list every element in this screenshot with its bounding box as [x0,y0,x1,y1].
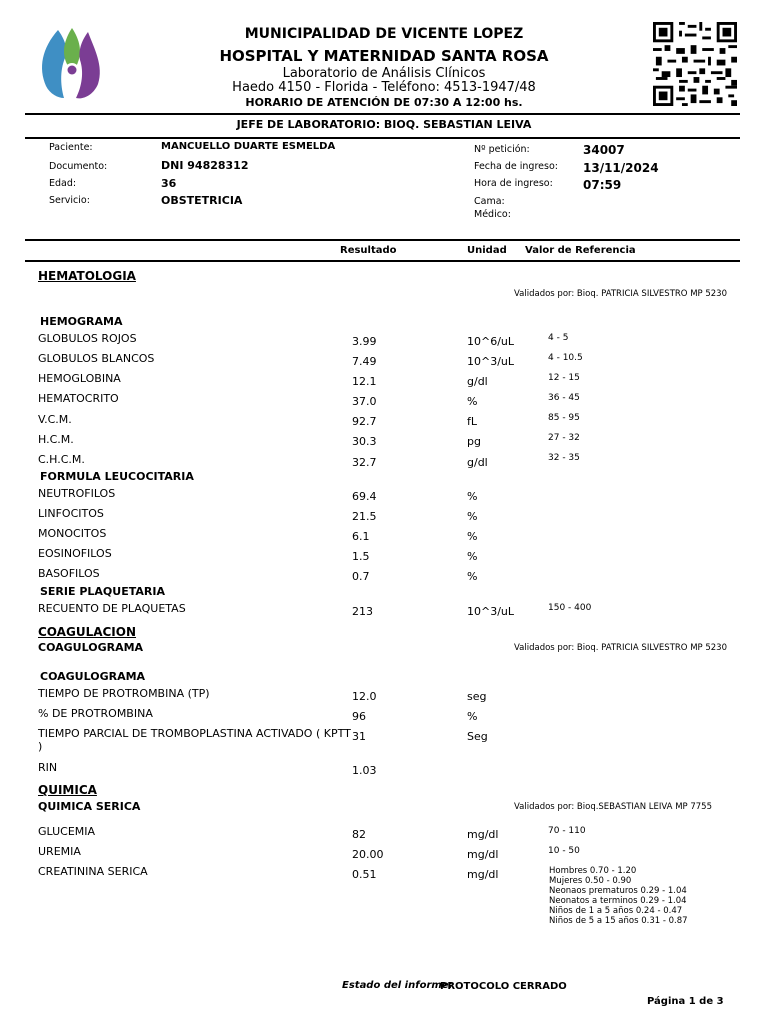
test-result: 92.7 [352,415,377,428]
reference-line: Neonatos a terminos 0.29 - 1.04 [549,896,687,906]
municipality-title: MUNICIPALIDAD DE VICENTE LOPEZ [244,26,524,42]
subsection-coagulograma-header: COAGULOGRAMA [38,641,144,654]
test-name: MONOCITOS [38,527,107,540]
test-unit: seg [467,690,487,703]
patient-name: MANCUELLO DUARTE ESMELDA [161,141,336,152]
test-name: NEUTROFILOS [38,487,116,500]
test-result: 1.5 [352,550,370,563]
test-result: 0.51 [352,868,377,881]
test-unit: 10^6/uL [467,335,515,348]
test-result: 31 [352,730,366,743]
test-name: HEMOGLOBINA [38,372,121,385]
report-status-value: PROTOCOLO CERRADO [440,981,567,992]
subsection-serie-plaquetaria: SERIE PLAQUETARIA [40,585,165,598]
admission-date-label: Fecha de ingreso: [474,161,558,172]
admission-time-value: 07:59 [583,178,622,192]
reference-line: Neonaos prematuros 0.29 - 1.04 [549,886,687,896]
report-status-label: Estado del informe: [342,980,453,991]
test-result: 30.3 [352,435,377,448]
test-reference: 85 - 95 [548,413,580,423]
test-unit: % [467,550,478,563]
test-name: % DE PROTROMBINA [38,707,153,720]
test-result: 82 [352,828,366,841]
test-unit: 10^3/uL [467,605,515,618]
reference-line: Hombres 0.70 - 1.20 [549,866,637,876]
test-result: 1.03 [352,764,377,777]
test-name: RECUENTO DE PLAQUETAS [38,602,186,615]
test-name: UREMIA [38,845,81,858]
subsection-quimica-serica: QUIMICA SERICA [38,800,141,813]
test-result: 20.00 [352,848,384,861]
test-result: 3.99 [352,335,377,348]
test-name: GLUCEMIA [38,825,96,838]
service-value: OBSTETRICIA [161,194,243,207]
test-name: BASOFILOS [38,567,100,580]
test-unit: mg/dl [467,868,499,881]
age-value: 36 [161,177,177,190]
test-reference: 10 - 50 [548,846,580,856]
test-unit: % [467,395,478,408]
test-unit: % [467,710,478,723]
bed-label: Cama: [474,196,505,207]
test-unit: % [467,530,478,543]
petition-label: Nº petición: [474,144,530,155]
subsection-formula-leucocitaria: FORMULA LEUCOCITARIA [40,470,194,483]
test-reference: 4 - 5 [548,333,569,343]
test-reference: 32 - 35 [548,453,580,463]
divider [25,113,740,115]
test-result: 12.1 [352,375,377,388]
divider [25,260,740,262]
test-unit: mg/dl [467,828,499,841]
test-name: HEMATOCRITO [38,392,119,405]
reference-line: Mujeres 0.50 - 0.90 [549,876,632,886]
test-result: 213 [352,605,373,618]
test-result: 6.1 [352,530,370,543]
test-reference [549,866,688,926]
test-name: GLOBULOS BLANCOS [38,352,155,365]
document-value: DNI 94828312 [161,159,249,172]
test-unit: Seg [467,730,488,743]
result-column-header: Resultado [340,245,397,256]
address-phone: Haedo 4150 - Florida - Teléfono: 4513-1947/48 [232,80,536,95]
test-name: V.C.M. [38,413,72,426]
test-name-continuation: ) [38,740,43,753]
test-unit: % [467,490,478,503]
petition-value: 34007 [583,143,625,157]
lab-title: Laboratorio de Análisis Clínicos [282,66,486,81]
test-result: 37.0 [352,395,377,408]
test-unit: fL [467,415,478,428]
reference-line: Niños de 1 a 5 años 0.24 - 0.47 [549,906,683,916]
lab-chief: JEFE DE LABORATORIO: BIOQ. SEBASTIAN LEIVA [236,118,532,131]
test-reference: 12 - 15 [548,373,580,383]
validated-by: Validados por: Bioq. PATRICIA SILVESTRO MP 5230 [514,289,727,299]
test-name: LINFOCITOS [38,507,104,520]
test-name: RIN [38,761,58,774]
test-result: 96 [352,710,366,723]
divider [25,239,740,241]
section-hematologia: HEMATOLOGIA [38,269,136,283]
test-name: H.C.M. [38,433,74,446]
divider [25,137,740,139]
test-name: EOSINOFILOS [38,547,112,560]
document-label: Documento: [49,161,108,172]
test-unit: % [467,570,478,583]
test-unit: pg [467,435,481,448]
test-unit: mg/dl [467,848,499,861]
test-result: 32.7 [352,456,377,469]
validated-by: Validados por: Bioq.SEBASTIAN LEIVA MP 7755 [514,802,712,812]
test-reference: 36 - 45 [548,393,580,403]
opening-hours: HORARIO DE ATENCIÓN DE 07:30 A 12:00 hs. [245,96,523,109]
test-unit: 10^3/uL [467,355,515,368]
patient-label: Paciente: [49,142,93,153]
test-name: TIEMPO PARCIAL DE TROMBOPLASTINA ACTIVADO ( KPTT [38,727,351,740]
test-unit: % [467,510,478,523]
test-result: 21.5 [352,510,377,523]
test-result: 7.49 [352,355,377,368]
test-reference: 70 - 110 [548,826,586,836]
test-reference: 150 - 400 [548,603,592,613]
age-label: Edad: [49,178,77,189]
section-quimica: QUIMICA [38,783,97,797]
page-number: Página 1 de 3 [647,996,724,1007]
subsection-coagulograma: COAGULOGRAMA [40,670,146,683]
test-name: TIEMPO DE PROTROMBINA (TP) [38,687,210,700]
test-name: CREATININA SERICA [38,865,148,878]
doctor-label: Médico: [474,209,511,220]
test-result: 0.7 [352,570,370,583]
test-unit: g/dl [467,375,488,388]
hospital-title: HOSPITAL Y MATERNIDAD SANTA ROSA [219,47,549,65]
section-coagulacion: COAGULACION [38,625,137,639]
test-result: 12.0 [352,690,377,703]
reference-column-header: Valor de Referencia [525,245,636,256]
unit-column-header: Unidad [467,245,507,256]
test-reference: 27 - 32 [548,433,580,443]
subsection-hemograma: HEMOGRAMA [40,315,123,328]
validated-by: Validados por: Bioq. PATRICIA SILVESTRO MP 5230 [514,643,727,653]
service-label: Servicio: [49,195,90,206]
reference-line: Niños de 5 a 15 años 0.31 - 0.87 [549,916,688,926]
test-reference: 4 - 10.5 [548,353,583,363]
test-result: 69.4 [352,490,377,503]
test-name: GLOBULOS ROJOS [38,332,137,345]
admission-date-value: 13/11/2024 [583,161,659,175]
test-unit: g/dl [467,456,488,469]
admission-time-label: Hora de ingreso: [474,178,553,189]
test-name: C.H.C.M. [38,453,85,466]
